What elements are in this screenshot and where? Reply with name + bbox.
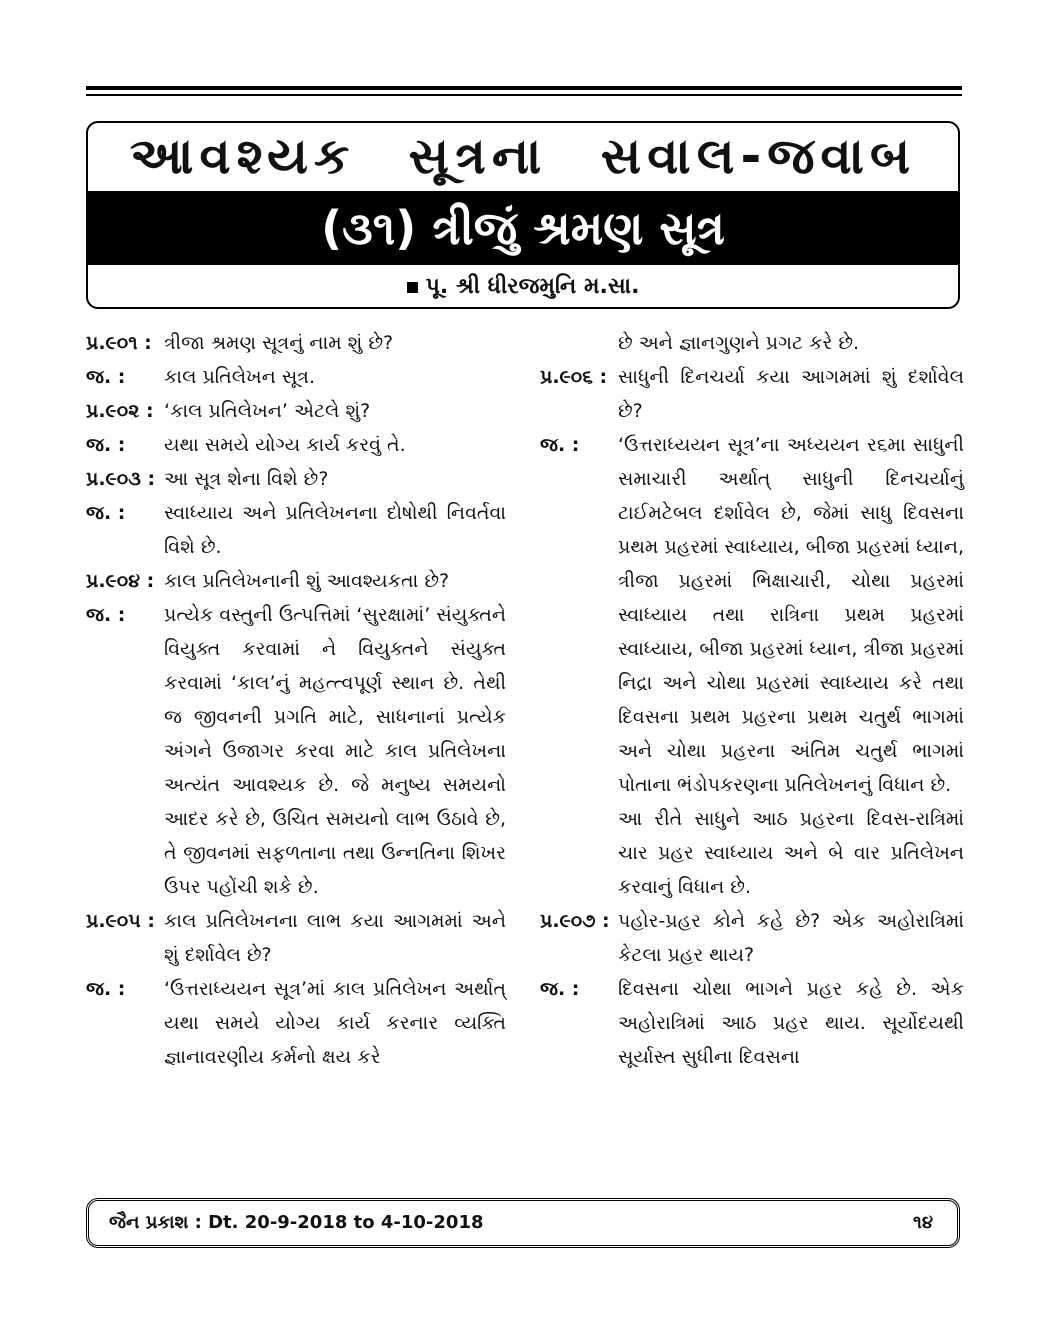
qa-item (86, 326, 506, 360)
header-box (86, 121, 960, 309)
qa-item (540, 802, 964, 904)
qa-text: ‘ઉત્તરાધ્યયન સૂત્ર’માં કાલ પ્રતિલેખન અર્થાત્ યથા સમયે યોગ્ય કાર્ય કરનાર વ્યક્તિ જ્ઞાનાવરણીય કર્મનો ક્ષય કરે (164, 978, 506, 1068)
continued-text: છે અને જ્ઞાનગુણને પ્રગટ કરે છે. (618, 332, 860, 354)
qa-item (86, 598, 506, 904)
qa-item (540, 360, 964, 428)
left-column (86, 326, 506, 1074)
qa-item (86, 360, 506, 394)
qa-text: સ્વાધ્યાય અને પ્રતિલેખનના દોષોથી નિવર્તવા વિશે છે. (164, 502, 506, 558)
qa-label: જ. : (86, 434, 126, 456)
qa-text: દિવસના ચોથા ભાગને પ્રહર કહે છે. એક અહોરાત્રિમાં આઠ પ્રહર થાય. સૂર્યોદયથી સૂર્યાસ્ત સુધીના દિવસના (618, 978, 964, 1068)
qa-text: કાલ પ્રતિલેખન સૂત્ર. (164, 366, 315, 388)
qa-label (540, 802, 618, 904)
qa-label: પ્ર.૯૦૧ : (86, 332, 152, 354)
square-bullet-icon (407, 282, 418, 293)
qa-label: જ. : (540, 978, 580, 1000)
qa-item (86, 496, 506, 564)
qa-text: કાલ પ્રતિલેખનના લાભ કયા આગમમાં અને શું દર્શાવેલ છે? (164, 910, 506, 966)
qa-label: પ્ર.૯૦૭ : (540, 910, 610, 932)
qa-text: પ્રત્યેક વસ્તુની ઉત્પત્તિમાં ‘સુરક્ષામાં’ સંયુક્તને વિયુક્ત કરવામાં ને વિયુક્તને સંયુક્ત કરવામાં ‘કાલ’નું મહત્ત્વપૂર્ણ સ્થાન છે. તેથી જ જીવનની પ્રગતિ માટે, સાધનાનાં પ્રત્યેક અંગને ઉજાગર કરવા માટે કાલ પ્રતિલેખના અત્યંત આવશ્યક છે. જે મનુષ્ય સમયનો આદર કરે છે, ઉચિત સમયનો લાભ ઉઠાવે છે, તે જીવનમાં સફળતાના તથા ઉન્નતિના શિખર ઉપર પહોંચી શકે છે. (164, 604, 506, 898)
qa-text: ‘કાલ પ્રતિલેખન’ એટલે શું? (164, 400, 371, 422)
qa-item (86, 462, 506, 496)
qa-label: જ. : (86, 366, 126, 388)
qa-text: સાધુની દિનચર્યા કયા આગમમાં શું દર્શાવેલ છે? (618, 366, 964, 422)
publication-info: જૈન પ્રકાશ : Dt. 20-9-2018 to 4-10-2018 (109, 1212, 484, 1233)
author-line (88, 265, 958, 309)
author-name: પૂ. શ્રી ધીરજમુનિ મ.સા. (425, 274, 640, 299)
qa-item (540, 972, 964, 1074)
qa-label: પ્ર.૯૦૫ : (86, 910, 155, 932)
qa-item (86, 972, 506, 1074)
top-rule-thin (86, 94, 962, 96)
qa-label: પ્ર.૯૦૪ : (86, 570, 155, 592)
qa-label: પ્ર.૯૦૩ : (86, 468, 156, 490)
qa-text: યથા સમયે યોગ્ય કાર્ય કરવું તે. (164, 434, 406, 456)
qa-text: આ રીતે સાધુને આઠ પ્રહરના દિવસ-રાત્રિમાં ચાર પ્રહર સ્વાધ્યાય અને બે વાર પ્રતિલેખન કરવાનું વિધાન છે. (618, 808, 964, 898)
qa-item (86, 428, 506, 462)
qa-label: પ્ર.૯૦૨ : (86, 400, 154, 422)
qa-text: ત્રીજા શ્રમણ સૂત્રનું નામ શું છે? (164, 332, 394, 354)
top-rule-thick (86, 86, 962, 90)
qa-text: કાલ પ્રતિલેખનાની શું આવશ્યકતા છે? (164, 570, 450, 592)
qa-label: જ. : (86, 604, 126, 626)
page-title: આવશ્યક સૂત્રના સવાલ-જવાબ (129, 127, 917, 185)
qa-label: જ. : (540, 434, 580, 456)
qa-text: પહોર-પ્રહર કોને કહે છે? એક અહોરાત્રિમાં કેટલા પ્રહર થાય? (618, 910, 964, 966)
qa-item (540, 428, 964, 802)
qa-item (86, 394, 506, 428)
page-number: ૧૪ (913, 1212, 933, 1233)
qa-text: ‘ઉત્તરાધ્યયન સૂત્ર’ના અધ્યયન ર૬મા સાધુની સમાચારી અર્થાત્ સાધુની દિનચર્યાનું ટાઈમટેબલ દર્શાવેલ છે, જેમાં સાધુ દિવસના પ્રથમ પ્રહરમાં સ્વાધ્યાય, બીજા પ્રહરમાં ધ્યાન, ત્રીજા પ્રહરમાં ભિક્ષાચારી, ચોથા પ્રહરમાં સ્વાધ્યાય તથા રાત્રિના પ્રથમ પ્રહરમાં સ્વાધ્યાય, બીજા પ્રહરમાં ધ્યાન, ત્રીજા પ્રહરમાં નિદ્રા અને ચોથા પ્રહરમાં સ્વાધ્યાય કરે તથા દિવસના પ્રથમ પ્રહરના પ્રથમ ચતુર્થ ભાગમાં અને ચોથા પ્રહરના અંતિમ ચતુર્થ ભાગમાં પોતાના ભંડોપકરણના પ્રતિલેખનનું વિધાન છે. (618, 434, 964, 796)
qa-item (86, 564, 506, 598)
right-column (540, 326, 964, 1074)
qa-label: જ. : (86, 978, 126, 1000)
qa-text: આ સૂત્ર શેના વિશે છે? (164, 468, 329, 490)
qa-label: જ. : (86, 502, 126, 524)
section-subtitle: (૩૧) ત્રીજું શ્રમણ સૂત્ર (88, 191, 958, 265)
qa-item (86, 904, 506, 972)
footer-box (86, 1198, 960, 1248)
qa-label: પ્ર.૯૦૬ : (540, 366, 608, 388)
qa-item (540, 904, 964, 972)
